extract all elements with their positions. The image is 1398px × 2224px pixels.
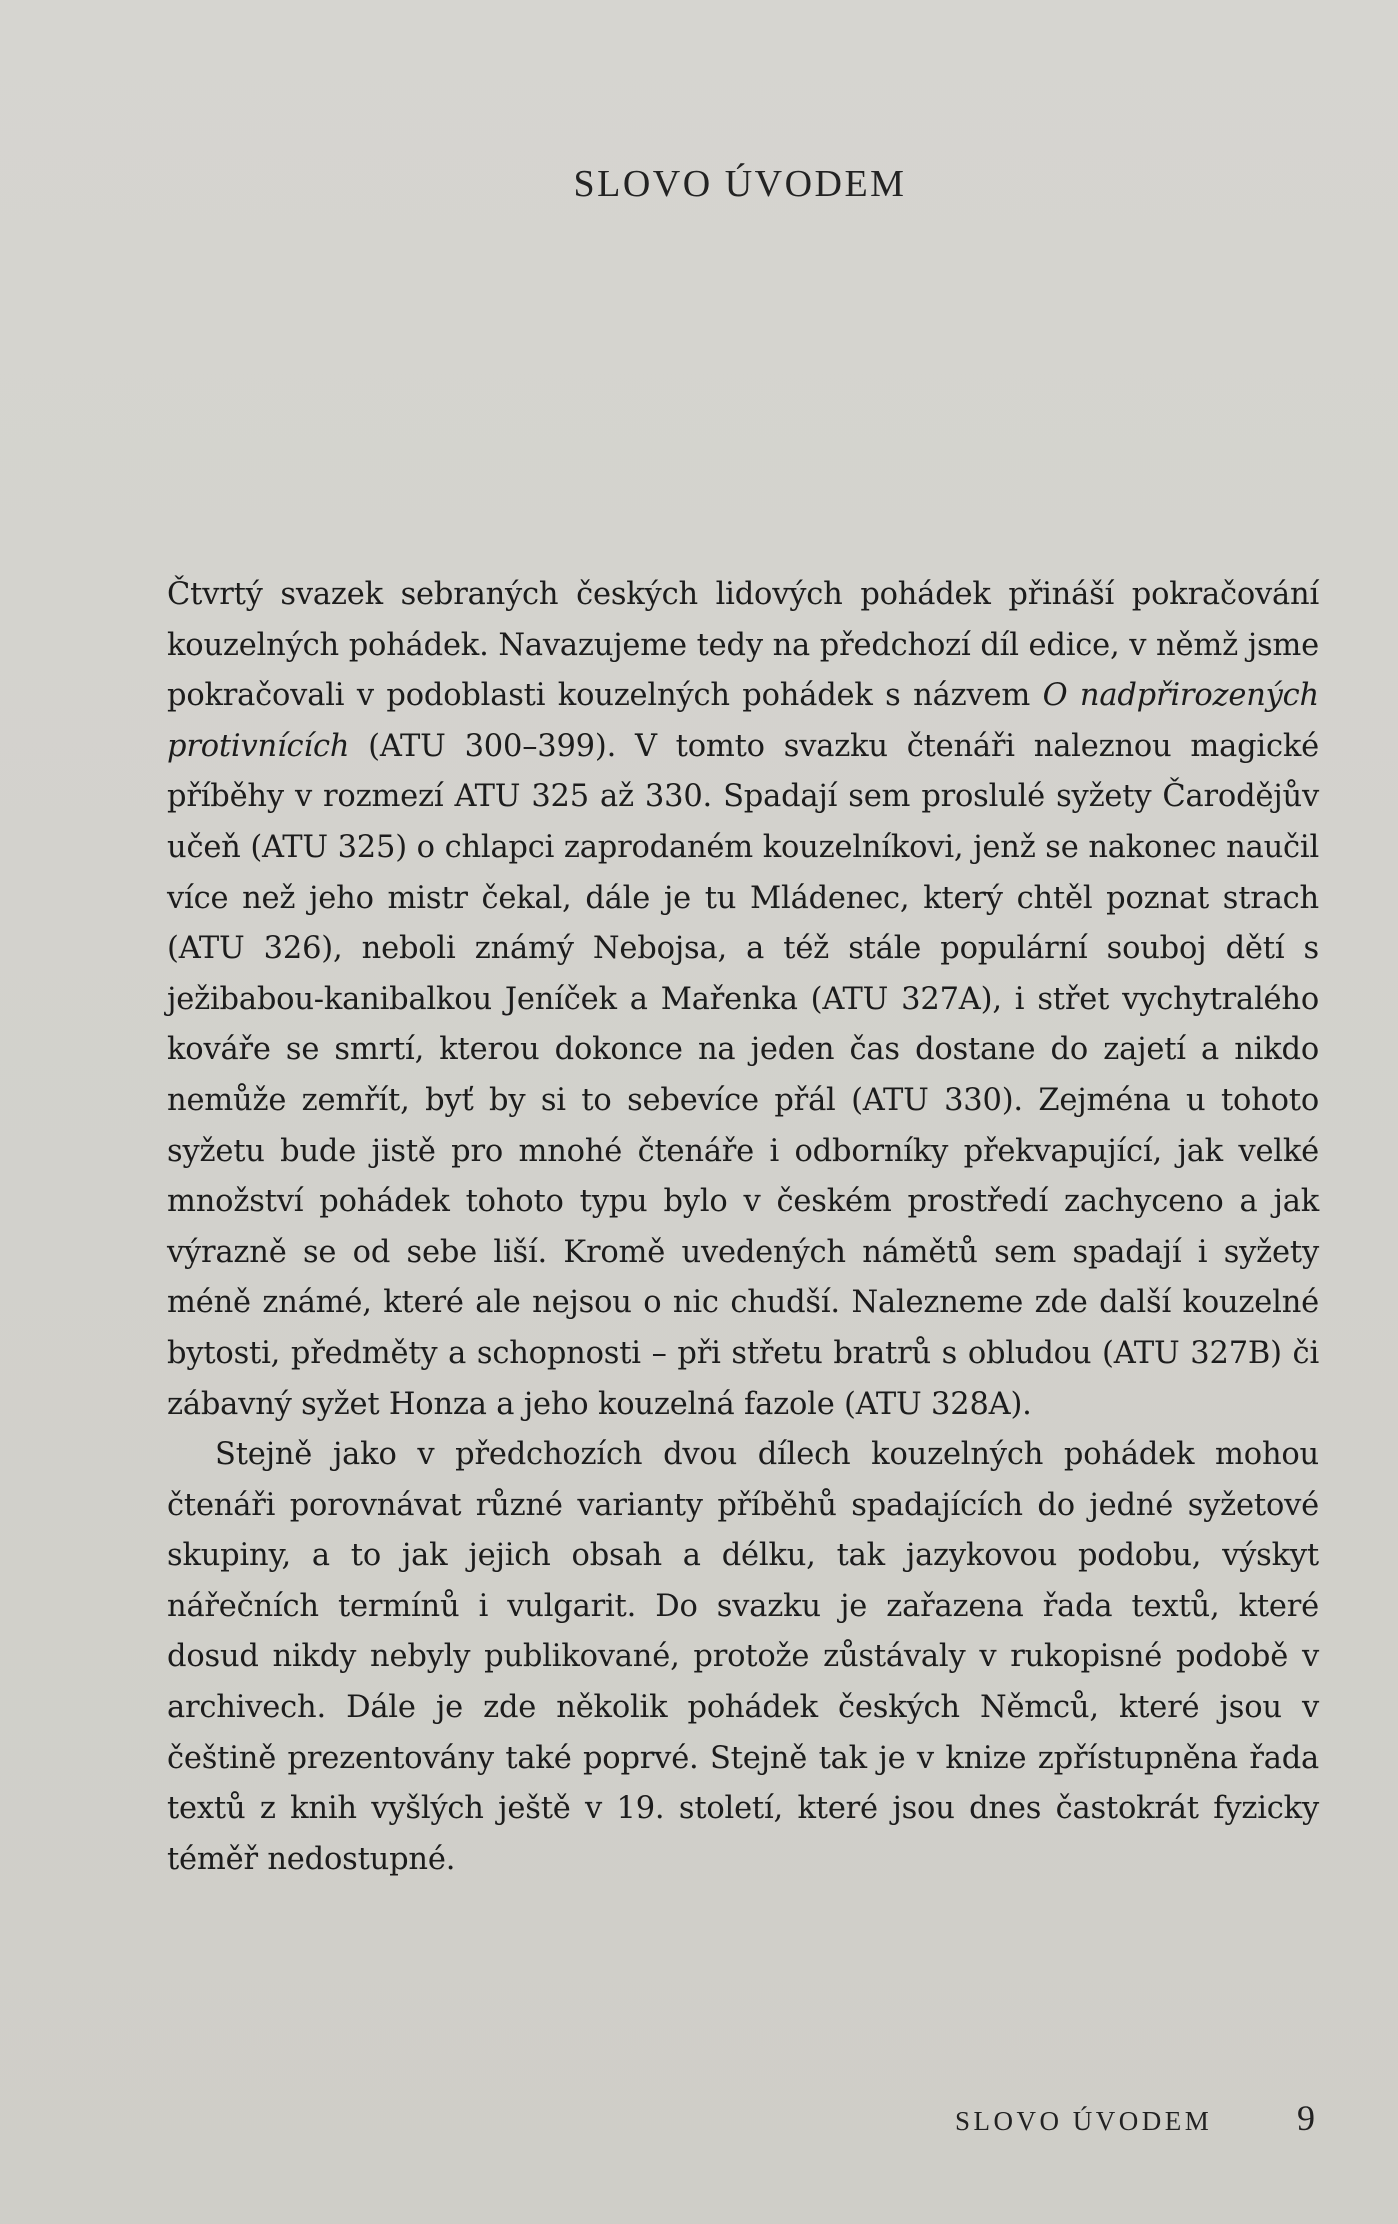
paragraph-2: Stejně jako v předchozích dvou dílech kouzelných pohádek mohou čtenáři porovnávat různé varianty příběhů spadajících do jedné syžetové skupiny, a to jak jejich obsah a délku, tak jazykovou podobu, výskyt nářečních termínů i vulgarit. Do svazku je zařazena řada textů, které dosud nikdy nebyly publikované, protože zůstávaly v rukopisné podobě v archivech. Dále je zde několik pohádek českých Němců, které jsou v češtině prezentovány také poprvé. Stejně tak je v knize zpřístupněna řada textů z knih vyšlých ještě v 19. století, které jsou dnes častokrát fyzicky téměř nedostupné. bbox=[167, 1437, 1319, 1877]
paragraph-1-start: Čtvrtý svazek sebraných českých lidových pohádek přináší pokračování kouzelných pohádek. Navazujeme tedy na předchozí díl edice, v němž jsme pokračovali v podoblasti kouzelných pohádek s názvem bbox=[167, 577, 1319, 714]
body-text bbox=[167, 570, 1319, 1885]
paragraph-1-italic-title: O nadpřirozených protivnících bbox=[167, 678, 1319, 764]
page-number: 9 bbox=[1297, 2098, 1315, 2138]
running-footer-title: SLOVO ÚVODEM bbox=[955, 2106, 1213, 2136]
chapter-title: SLOVO ÚVODEM bbox=[573, 163, 907, 205]
paragraph-1-end: (ATU 300–399). V tomto svazku čtenáři naleznou magické příběhy v rozmezí ATU 325 až 330. Spadají sem proslulé syžety Čarodějův učeň (ATU 325) o chlapci zaprodaném kouzelníkovi, jenž se nakonec naučil více než jeho mistr čekal, dále je tu Mládenec, který chtěl poznat strach (ATU 326), neboli známý Nebojsa, a též stále populární souboj dětí s ježibabou-kanibalkou Jeníček a Mařenka (ATU 327A), i střet vychytralého kováře se smrtí, kterou dokonce na jeden čas dostane do zajetí a nikdo nemůže zemřít, byť by si to sebevíce přál (ATU 330). Zejména u tohoto syžetu bude jistě pro mnohé čtenáře i odborníky překvapující, jak velké množství pohádek tohoto typu bylo v českém prostředí zachyceno a jak výrazně se od sebe liší. Kromě uvedených námětů sem spadají i syžety méně známé, které ale nejsou o nic chudší. Nalezneme zde další kouzelné bytosti, předměty a schopnosti – při střetu bratrů s obludou (ATU 327B) či zábavný syžet Honza a jeho kouzelná fazole (ATU 328A). bbox=[167, 728, 1319, 1422]
paragraph-1 bbox=[167, 570, 1319, 1430]
